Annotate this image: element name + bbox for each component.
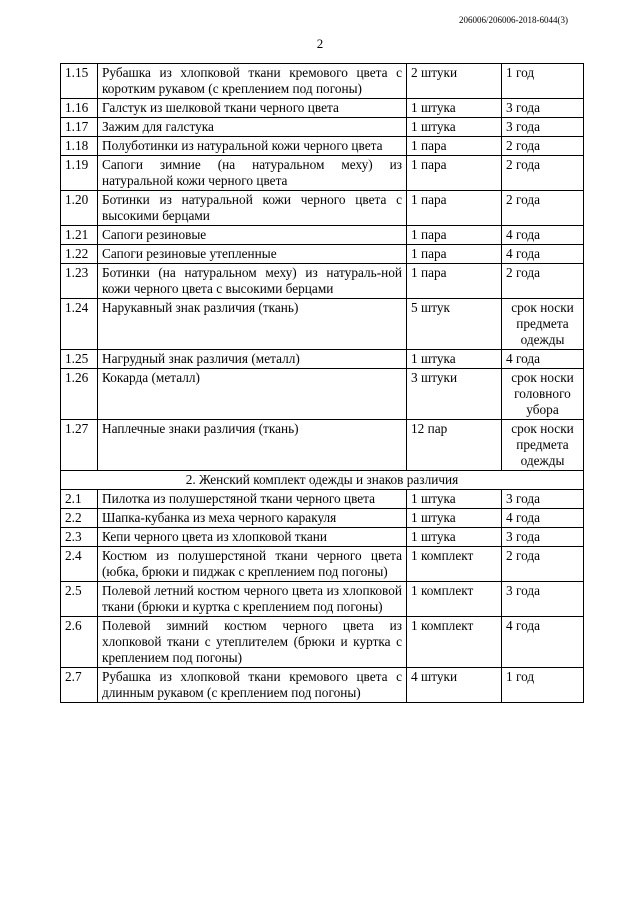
item-quantity: 1 пара [407, 245, 502, 264]
item-quantity: 1 штука [407, 99, 502, 118]
item-number: 2.2 [61, 509, 98, 528]
item-wear-term: 2 года [502, 156, 584, 191]
item-name: Шапка-кубанка из меха черного каракуля [98, 509, 407, 528]
item-wear-term: 2 года [502, 191, 584, 226]
item-quantity: 1 штука [407, 509, 502, 528]
item-name: Ботинки из натуральной кожи черного цвета с высокими берцами [98, 191, 407, 226]
table-row [61, 64, 584, 99]
item-number: 2.7 [61, 668, 98, 703]
item-name: Полевой летний костюм черного цвета из хлопковой ткани (брюки и куртка с креплением под погоны) [98, 582, 407, 617]
item-quantity: 1 пара [407, 191, 502, 226]
item-name: Галстук из шелковой ткани черного цвета [98, 99, 407, 118]
table-row [61, 668, 584, 703]
page-number: 2 [316, 36, 324, 51]
item-number: 1.25 [61, 350, 98, 369]
item-number: 1.16 [61, 99, 98, 118]
item-wear-term: 3 года [502, 490, 584, 509]
item-name: Нагрудный знак различия (металл) [98, 350, 407, 369]
item-quantity: 1 пара [407, 137, 502, 156]
item-number: 1.24 [61, 299, 98, 350]
document-id: 206006/206006-2018-6044(3) [459, 15, 568, 25]
item-name: Костюм из полушерстяной ткани черного цвета (юбка, брюки и пиджак с креплением под погоны) [98, 547, 407, 582]
item-quantity: 1 штука [407, 528, 502, 547]
table-row [61, 369, 584, 420]
item-number: 1.22 [61, 245, 98, 264]
item-name: Кокарда (металл) [98, 369, 407, 420]
section-header-row [61, 471, 584, 490]
item-wear-term: 2 года [502, 137, 584, 156]
item-name: Сапоги резиновые [98, 226, 407, 245]
item-quantity: 1 штука [407, 350, 502, 369]
table-row [61, 226, 584, 245]
item-wear-term: 4 года [502, 350, 584, 369]
item-quantity: 3 штуки [407, 369, 502, 420]
item-number: 1.26 [61, 369, 98, 420]
item-number: 2.1 [61, 490, 98, 509]
item-wear-term: 4 года [502, 617, 584, 668]
item-name: Полуботинки из натуральной кожи черного цвета [98, 137, 407, 156]
item-number: 1.27 [61, 420, 98, 471]
item-quantity: 1 комплект [407, 617, 502, 668]
item-name: Полевой зимний костюм черного цвета из хлопковой ткани с утеплителем (брюки и куртка с креплением под погоны) [98, 617, 407, 668]
item-wear-term: 3 года [502, 528, 584, 547]
item-wear-term: срок носки головного убора [502, 369, 584, 420]
item-number: 2.6 [61, 617, 98, 668]
table-row [61, 528, 584, 547]
item-number: 1.18 [61, 137, 98, 156]
item-quantity: 12 пар [407, 420, 502, 471]
item-name: Рубашка из хлопковой ткани кремового цвета с длинным рукавом (с креплением под погоны) [98, 668, 407, 703]
table-row [61, 509, 584, 528]
item-quantity: 1 комплект [407, 582, 502, 617]
item-name: Нарукавный знак различия (ткань) [98, 299, 407, 350]
item-quantity: 2 штуки [407, 64, 502, 99]
table-row [61, 191, 584, 226]
table-row [61, 299, 584, 350]
item-wear-term: 3 года [502, 118, 584, 137]
table-row [61, 350, 584, 369]
item-quantity: 4 штуки [407, 668, 502, 703]
table-row [61, 420, 584, 471]
item-wear-term: 2 года [502, 547, 584, 582]
item-number: 1.19 [61, 156, 98, 191]
item-number: 1.20 [61, 191, 98, 226]
item-quantity: 1 штука [407, 490, 502, 509]
table-row [61, 99, 584, 118]
item-wear-term: срок носки предмета одежды [502, 420, 584, 471]
item-wear-term: 4 года [502, 226, 584, 245]
item-wear-term: срок носки предмета одежды [502, 299, 584, 350]
item-quantity: 1 пара [407, 264, 502, 299]
item-name: Сапоги резиновые утепленные [98, 245, 407, 264]
item-name: Сапоги зимние (на натуральном меху) из натуральной кожи черного цвета [98, 156, 407, 191]
item-name: Рубашка из хлопковой ткани кремового цвета с коротким рукавом (с креплением под погоны) [98, 64, 407, 99]
table-row [61, 137, 584, 156]
item-number: 2.4 [61, 547, 98, 582]
table-body [61, 64, 584, 703]
item-wear-term: 3 года [502, 582, 584, 617]
item-number: 1.17 [61, 118, 98, 137]
item-number: 2.5 [61, 582, 98, 617]
item-number: 2.3 [61, 528, 98, 547]
table-row [61, 156, 584, 191]
table-row [61, 264, 584, 299]
uniform-items-table [60, 63, 584, 703]
item-wear-term: 4 года [502, 245, 584, 264]
item-name: Пилотка из полушерстяной ткани черного цвета [98, 490, 407, 509]
item-quantity: 1 пара [407, 156, 502, 191]
table-row [61, 582, 584, 617]
item-name: Наплечные знаки различия (ткань) [98, 420, 407, 471]
item-quantity: 1 пара [407, 226, 502, 245]
item-quantity: 1 штука [407, 118, 502, 137]
item-wear-term: 2 года [502, 264, 584, 299]
item-wear-term: 1 год [502, 64, 584, 99]
item-quantity: 5 штук [407, 299, 502, 350]
item-wear-term: 1 год [502, 668, 584, 703]
table-row [61, 490, 584, 509]
item-wear-term: 4 года [502, 509, 584, 528]
table-row [61, 547, 584, 582]
item-number: 1.23 [61, 264, 98, 299]
table-row [61, 118, 584, 137]
table-row [61, 617, 584, 668]
item-name: Кепи черного цвета из хлопковой ткани [98, 528, 407, 547]
section-title: 2. Женский комплект одежды и знаков различия [61, 471, 584, 490]
item-quantity: 1 комплект [407, 547, 502, 582]
item-wear-term: 3 года [502, 99, 584, 118]
item-name: Ботинки (на натуральном меху) из натураль-ной кожи черного цвета с высокими берцами [98, 264, 407, 299]
item-number: 1.21 [61, 226, 98, 245]
table-row [61, 245, 584, 264]
item-name: Зажим для галстука [98, 118, 407, 137]
item-number: 1.15 [61, 64, 98, 99]
